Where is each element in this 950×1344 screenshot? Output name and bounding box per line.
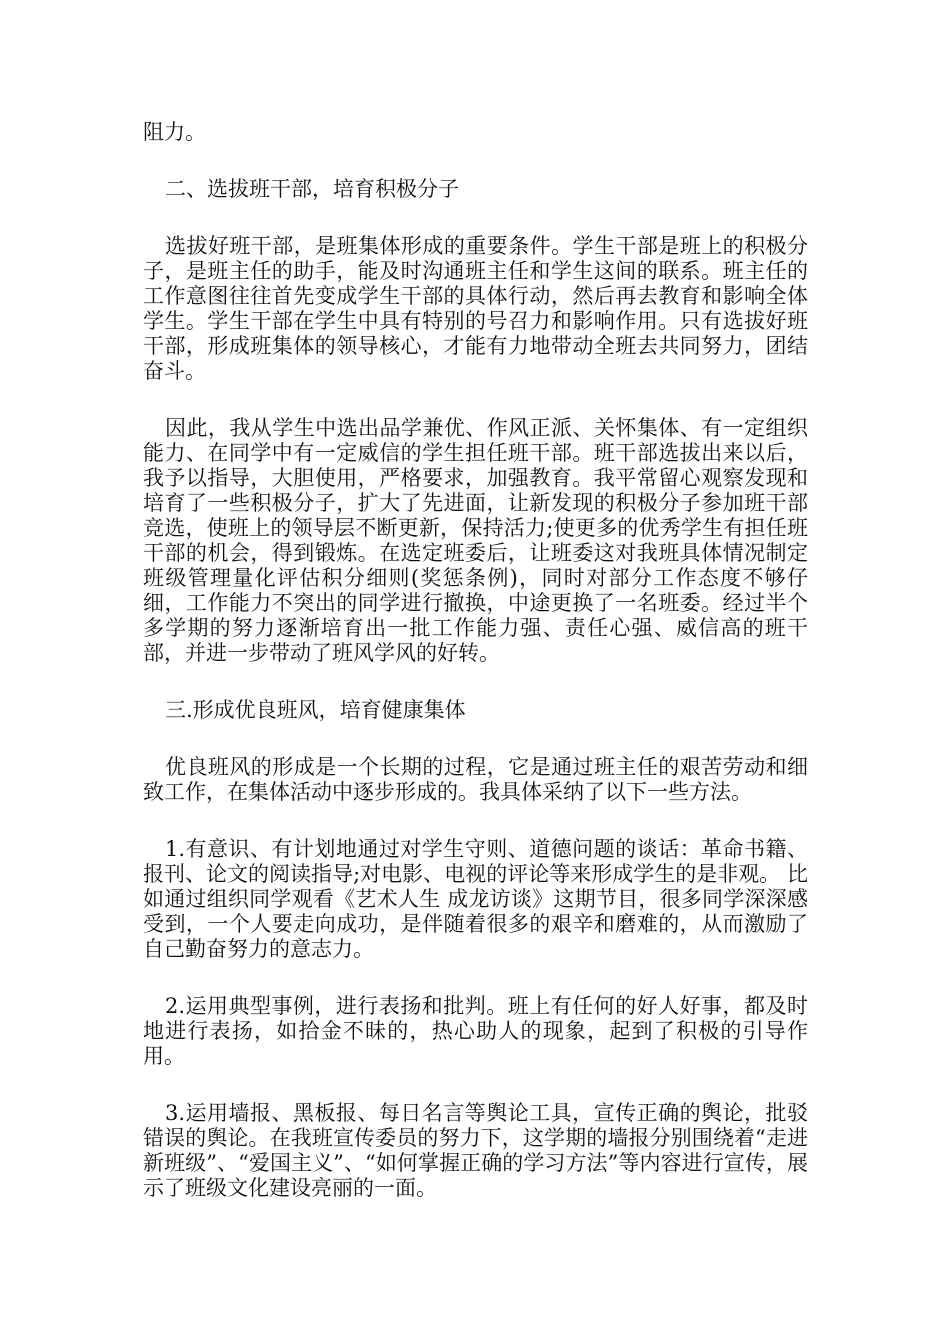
section-heading-2: 二、选拔班干部，培育积极分子	[165, 177, 459, 201]
paragraph: 选拔好班干部，是班集体形成的重要条件。学生干部是班上的积极分子，是班主任的助手，能及时沟通班主任和学生这间的联系。班主任的工作意图往往首先变成学生干部的具体行动，然后再去教育和影响全体学生。学生干部在学生中具有特别的号召力和影响作用。只有选拔好班干部，形成班集体的领导核心，才能有力地带动全班去共同努力，团结奋斗。	[143, 234, 808, 383]
section-heading-3: 三.形成优良班风，培育健康集体	[165, 698, 466, 722]
list-item-1: 1.有意识、有计划地通过对学生守则、道德问题的谈话：革命书籍、报刊、论文的阅读指导;对电影、电视的评论等来形成学生的是非观。 比如通过组织同学观看《艺术人生 成龙访谈》这期节目，很多同学深深感受到，一个人要走向成功，是伴随着很多的艰辛和磨难的，从而激励了自己勤奋努力的意志力。	[143, 837, 808, 961]
paragraph: 优良班风的形成是一个长期的过程，它是通过班主任的艰苦劳动和细致工作，在集体活动中逐步形成的。我具体采纳了以下一些方法。	[143, 755, 808, 804]
paragraph: 因此，我从学生中选出品学兼优、作风正派、关怀集体、有一定组织能力、在同学中有一定威信的学生担任班干部。班干部选拔出来以后，我予以指导，大胆使用，严格要求，加强教育。我平常留心观察发现和培育了一些积极分子，扩大了先进面，让新发现的积极分子参加班干部竞选，使班上的领导层不断更新，保持活力;使更多的优秀学生有担任班干部的机会，得到锻炼。在选定班委后，让班委这对我班具体情况制定班级管理量化评估积分细则(奖惩条例)，同时对部分工作态度不够仔细，工作能力不突出的同学进行撤换，中途更换了一名班委。经过半个多学期的努力逐渐培育出一批工作能力强、责任心强、威信高的班干部，并进一步带动了班风学风的好转。	[143, 416, 808, 665]
list-item-2: 2.运用典型事例，进行表扬和批判。班上有任何的好人好事，都及时地进行表扬，如拾金不昧的，热心助人的现象，起到了积极的引导作用。	[143, 994, 808, 1068]
paragraph-continuation: 阻力。	[143, 120, 206, 144]
document-page	[143, 120, 808, 1233]
list-item-3: 3.运用墙报、黑板报、每日名言等舆论工具，宣传正确的舆论，批驳错误的舆论。在我班宣传委员的努力下，这学期的墙报分别围绕着“走进新班级”、“爱国主义”、“如何掌握正确的学习方法”等内容进行宣传，展示了班级文化建设亮丽的一面。	[143, 1101, 808, 1200]
